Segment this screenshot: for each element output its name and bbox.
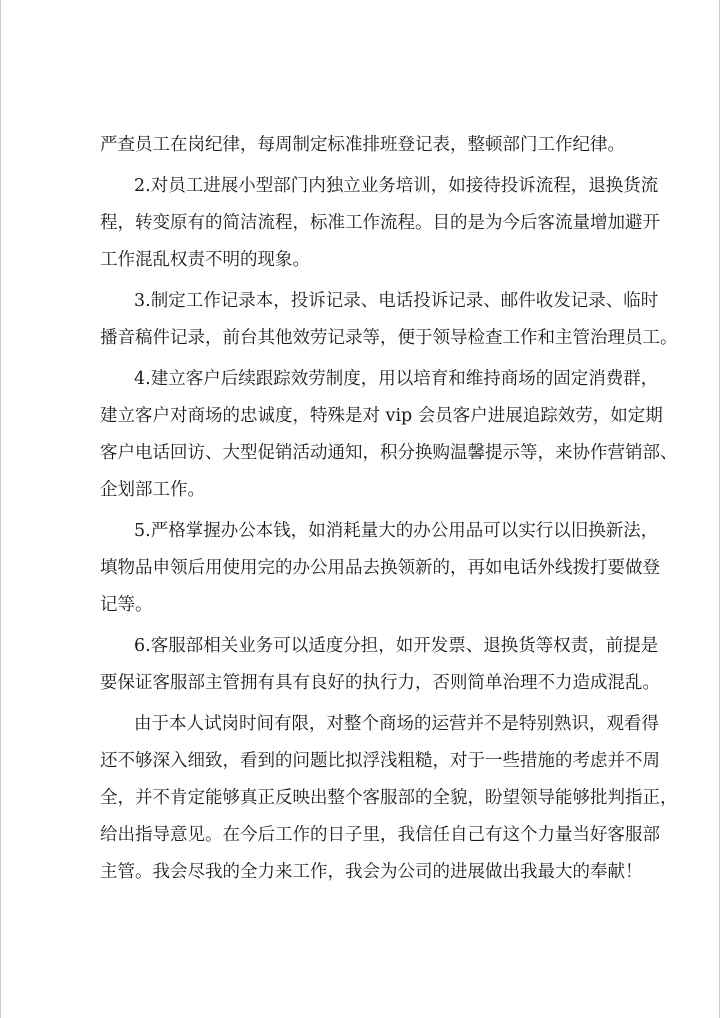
text-line: 要保证客服部主管拥有具有良好的执行力，否则简单治理不力造成混乱。	[100, 673, 660, 693]
text-line: 5.严格掌握办公本钱，如消耗量大的办公用品可以实行以旧换新法，	[134, 521, 659, 541]
text-line: 给出指导意见。在今后工作的日子里，我信任自己有这个力量当好客服部	[100, 825, 660, 845]
text-line: 客户电话回访、大型促销活动通知，积分换购温馨提示等，来协作营销部、	[100, 443, 678, 463]
text-line: 4.建立客户后续跟踪效劳制度，用以培育和维持商场的固定消费群，	[134, 369, 659, 389]
text-line: 工作混乱权责不明的现象。	[100, 250, 310, 270]
text-line: 严查员工在岗纪律，每周制定标准排班登记表，整顿部门工作纪律。	[100, 135, 625, 155]
text-line: 记等。	[100, 595, 153, 615]
text-line: 6.客服部相关业务可以适度分担，如开发票、退换货等权责，前提是	[134, 636, 659, 656]
text-line: 还不够深入细致，看到的问题比拟浮浅粗糙，对于一些措施的考虑并不周	[100, 751, 660, 771]
text-line: 2.对员工进展小型部门内独立业务培训，如接待投诉流程，退换货流	[134, 176, 659, 196]
text-line: 企划部工作。	[100, 480, 205, 500]
text-line: 主管。我会尽我的全力来工作，我会为公司的进展做出我最大的奉献！	[100, 862, 643, 882]
text-line: 建立客户对商场的忠诚度，特殊是对 vip 会员客户进展追踪效劳，如定期	[100, 406, 663, 426]
text-line: 播音稿件记录，前台其他效劳记录等，便于领导检查工作和主管治理员工。	[100, 328, 678, 348]
text-line: 程，转变原有的简洁流程，标准工作流程。目的是为今后客流量增加避开	[100, 213, 660, 233]
text-line: 填物品申领后用使用完的办公用品去换领新的，再如电话外线拨打要做登	[100, 558, 660, 578]
text-line: 由于本人试岗时间有限，对整个商场的运营并不是特别熟识，观看得	[134, 714, 659, 734]
text-line: 全，并不肯定能够真正反映出整个客服部的全貌，盼望领导能够批判指正，	[100, 788, 678, 808]
text-line: 3.制定工作记录本，投诉记录、电话投诉记录、邮件收发记录、临时	[134, 291, 659, 311]
